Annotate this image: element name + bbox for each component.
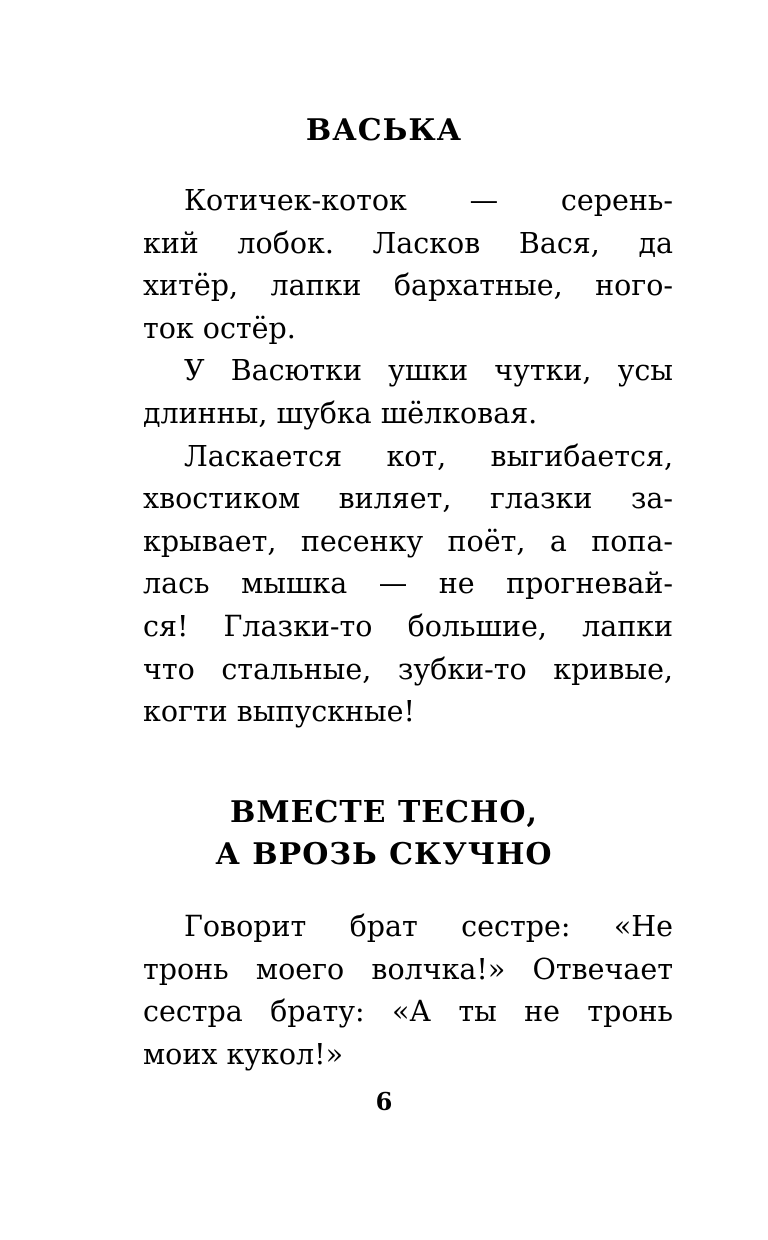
text-line: ток остёр. [143, 311, 296, 345]
text-line: сестра брату: «А ты не тронь [143, 995, 673, 1029]
text-line: длинны, шубка шёлковая. [143, 396, 538, 430]
text-line: когти выпускные! [143, 695, 415, 729]
text-line: ся! Глазки-то большие, лапки [143, 609, 673, 643]
story-title-line: ВМЕСТЕ ТЕСНО, [230, 795, 538, 830]
story-title-line: А ВРОЗЬ СКУЧНО [215, 837, 553, 872]
story-title-vmeste [0, 792, 768, 876]
story-title-vaska: ВАСЬКА [305, 113, 463, 148]
text-line: Ласкается кот, выгибается, [184, 439, 673, 473]
text-line: тронь моего волчка!» Отвечает [143, 952, 673, 986]
text-line: У Васютки ушки чутки, усы [184, 354, 673, 388]
text-line: лась мышка — не прогневай- [143, 567, 673, 601]
text-line: что стальные, зубки-то кривые, [143, 652, 673, 686]
story-body-vaska [143, 180, 673, 734]
text-line: хвостиком виляет, глазки за- [143, 482, 673, 516]
text-line: кий лобок. Ласков Вася, да [143, 226, 673, 260]
page-number: 6 [375, 1087, 393, 1116]
text-line: Котичек-коток — серень- [184, 184, 673, 217]
text-line: крывает, песенку поёт, а попа- [143, 524, 673, 558]
story-body-vmeste [143, 906, 673, 1076]
text-line: моих кукол!» [143, 1037, 344, 1071]
text-line: хитёр, лапки бархатные, ного- [143, 269, 673, 303]
text-line: Говорит брат сестре: «Не [184, 910, 673, 943]
